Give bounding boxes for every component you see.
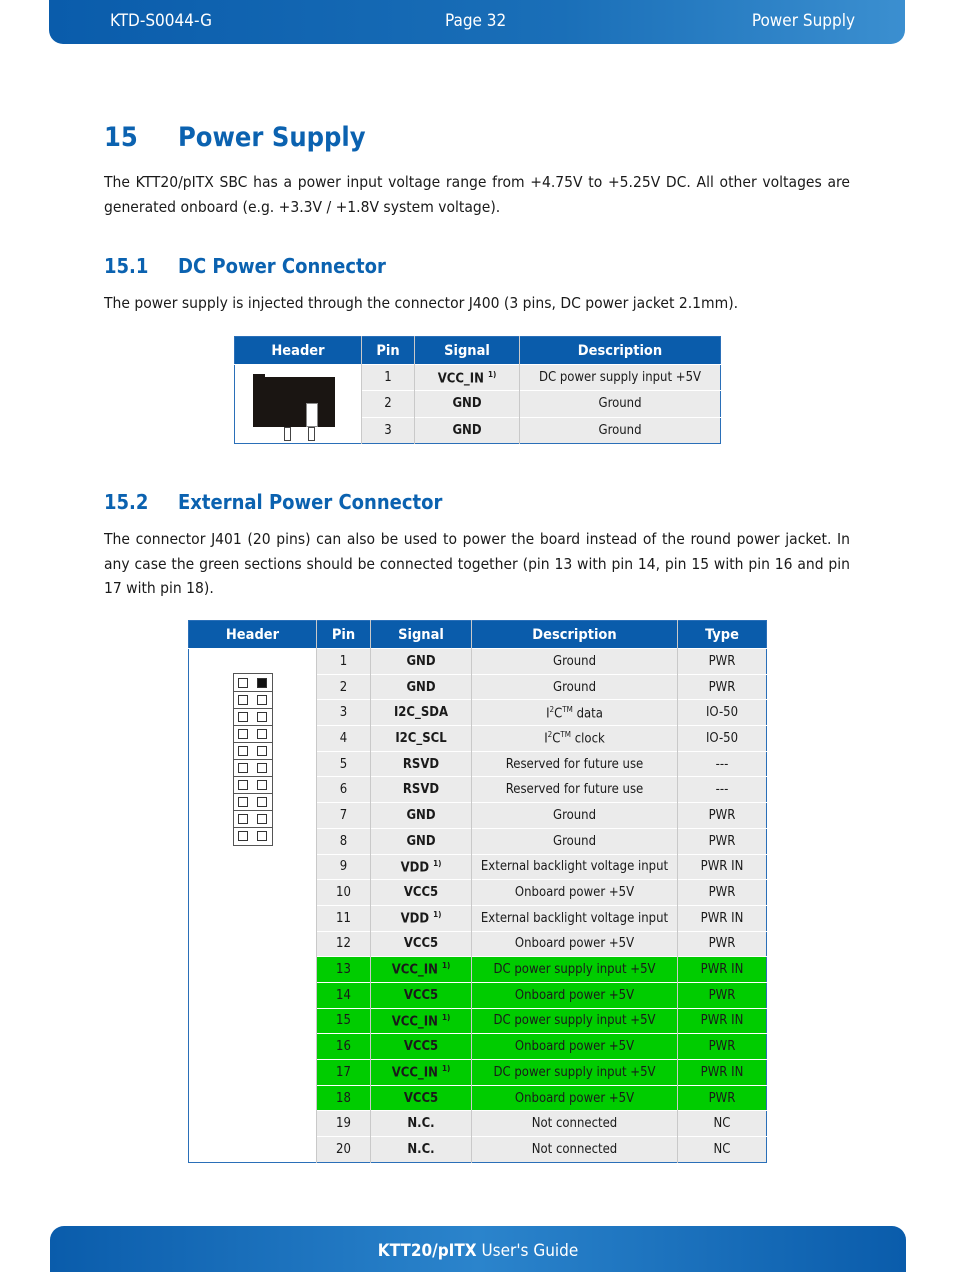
superscript: TM (562, 704, 573, 714)
section-2-heading: 15.2 External Power Connector (104, 490, 443, 514)
description-cell: Ground (472, 828, 678, 854)
table-row (189, 649, 767, 675)
description-cell: Ground (520, 391, 721, 417)
signal-name: VCC_IN (391, 1065, 438, 1081)
table-row (235, 365, 721, 391)
signal-name: GND (452, 396, 482, 412)
type-cell: PWR IN (678, 905, 767, 931)
superscript: TM (560, 730, 572, 740)
signal-cell (371, 982, 472, 1008)
footnote-ref: 1) (441, 961, 451, 971)
page-footer (50, 1226, 906, 1272)
signal-name: VCC5 (403, 936, 439, 952)
signal-cell (371, 1008, 472, 1034)
signal-cell (371, 751, 472, 777)
signal-name: VCC_IN (437, 370, 484, 386)
description-cell: Onboard power +5V (472, 982, 678, 1008)
pin-cell: 8 (317, 828, 371, 854)
pin-cell: 11 (317, 905, 371, 931)
footnote-ref: 1) (441, 1064, 451, 1074)
signal-cell (371, 1085, 472, 1111)
signal-cell (415, 417, 520, 443)
pin-cell: 13 (317, 957, 371, 983)
signal-cell (371, 1111, 472, 1137)
signal-cell (415, 391, 520, 417)
signal-name: VDD (400, 860, 430, 875)
pin-cell: 1 (362, 365, 415, 391)
description-cell: Ground (472, 649, 678, 675)
signal-name: VCC5 (403, 1090, 439, 1106)
page-number: Page 32 (445, 11, 507, 31)
footnote-ref: 1) (433, 858, 442, 868)
col-type: Type (678, 621, 767, 649)
type-cell: PWR (678, 982, 767, 1008)
pin-cell: 6 (317, 777, 371, 803)
pin-cell: 12 (317, 931, 371, 957)
description-cell: Onboard power +5V (472, 880, 678, 906)
pin-cell: 4 (317, 726, 371, 752)
description-cell: Onboard power +5V (472, 1034, 678, 1060)
signal-name: GND (406, 833, 436, 849)
type-cell: IO-50 (678, 726, 767, 752)
col-pin: Pin (317, 621, 371, 649)
type-cell: PWR (678, 1085, 767, 1111)
signal-name: GND (406, 679, 436, 695)
signal-name: GND (406, 653, 436, 669)
signal-cell (415, 365, 520, 391)
pin-cell: 19 (317, 1111, 371, 1137)
signal-name: VCC5 (403, 987, 439, 1003)
signal-cell (371, 649, 472, 675)
type-cell: PWR IN (678, 957, 767, 983)
pin-cell: 17 (317, 1060, 371, 1086)
signal-cell (371, 957, 472, 983)
superscript: 2 (547, 730, 553, 740)
signal-cell (371, 828, 472, 854)
signal-cell (371, 1060, 472, 1086)
pin-cell: 16 (317, 1034, 371, 1060)
type-cell: PWR (678, 674, 767, 700)
description-cell: Ground (520, 417, 721, 443)
type-cell: IO-50 (678, 700, 767, 726)
description-cell: Onboard power +5V (472, 1085, 678, 1111)
doc-id: KTD-S0044-G (110, 11, 212, 31)
footnote-ref: 1) (433, 910, 442, 920)
description-cell: Not connected (472, 1111, 678, 1137)
pin-cell: 9 (317, 854, 371, 880)
type-cell: PWR (678, 880, 767, 906)
pin-cell: 18 (317, 1085, 371, 1111)
signal-cell (371, 674, 472, 700)
pin-cell: 14 (317, 982, 371, 1008)
col-header: Header (189, 621, 317, 649)
description-cell: External backlight voltage input (472, 854, 678, 880)
signal-name: VCC5 (403, 1039, 439, 1055)
dc-power-table (234, 336, 721, 444)
signal-name: I2C_SDA (393, 705, 449, 721)
signal-cell (371, 1034, 472, 1060)
signal-cell (371, 931, 472, 957)
description-cell: $I^2C™$ clock (472, 726, 678, 752)
guide-label: User's Guide (476, 1241, 579, 1261)
section-1-heading: 15.1 DC Power Connector (104, 254, 386, 278)
pin-header-icon (233, 673, 273, 846)
type-cell: PWR IN (678, 854, 767, 880)
description-cell: Ground (472, 803, 678, 829)
signal-name: VCC_IN (391, 1014, 438, 1030)
signal-cell (371, 880, 472, 906)
signal-name: N.C. (407, 1116, 435, 1132)
signal-name: I2C_SCL (395, 730, 447, 746)
col-description: Description (520, 337, 721, 365)
signal-cell (371, 854, 472, 880)
signal-cell (371, 1137, 472, 1163)
chapter-heading: 15 Power Supply (104, 122, 366, 153)
signal-name: GND (406, 807, 436, 823)
signal-name: VCC5 (403, 885, 439, 901)
col-header: Header (235, 337, 362, 365)
type-cell: PWR IN (678, 1060, 767, 1086)
signal-cell (371, 726, 472, 752)
description-cell: $I^2C™$ data (472, 700, 678, 726)
description-cell: Reserved for future use (472, 751, 678, 777)
col-pin: Pin (362, 337, 415, 365)
signal-name: RSVD (402, 782, 440, 798)
pin-cell: 2 (317, 674, 371, 700)
type-cell: PWR (678, 1034, 767, 1060)
type-cell: PWR (678, 803, 767, 829)
signal-name: VDD (400, 911, 430, 927)
pin-cell: 3 (362, 417, 415, 443)
footnote-ref: 1) (441, 1012, 451, 1022)
chapter-intro: The KTT20/pITX SBC has a power input voltage range from +4.75V to +5.25V DC. All other voltages are generated onboard (e.g. +3.3V / +1.8V system voltage). (104, 173, 850, 216)
description-cell: Onboard power +5V (472, 931, 678, 957)
pin-cell: 5 (317, 751, 371, 777)
col-signal: Signal (371, 621, 472, 649)
signal-name: GND (452, 422, 482, 438)
pin-cell: 2 (362, 391, 415, 417)
signal-name: VCC_IN (391, 962, 438, 978)
type-cell: --- (678, 777, 767, 803)
description-cell: DC power supply input +5V (472, 957, 678, 983)
signal-cell (371, 777, 472, 803)
col-description: Description (472, 621, 678, 649)
description-cell: Reserved for future use (472, 777, 678, 803)
page-header (49, 0, 905, 44)
description-cell: DC power supply input +5V (472, 1060, 678, 1086)
section-name: Power Supply (751, 11, 855, 31)
pin-cell: 10 (317, 880, 371, 906)
type-cell: --- (678, 751, 767, 777)
pin-cell: 1 (317, 649, 371, 675)
dc-jack-image (235, 365, 362, 444)
description-cell: DC power supply input +5V (472, 1008, 678, 1034)
description-cell: Ground (472, 674, 678, 700)
dc-jack-icon (235, 365, 361, 443)
section-1-text: The power supply is injected through the connector J400 (3 pins, DC power jacket 2.1mm). (104, 294, 739, 312)
connector-image (189, 649, 317, 1163)
description-cell: Not connected (472, 1137, 678, 1163)
signal-name: RSVD (402, 756, 440, 772)
pin-cell: 15 (317, 1008, 371, 1034)
pin-cell: 3 (317, 700, 371, 726)
pin-cell: 7 (317, 803, 371, 829)
signal-name: N.C. (407, 1141, 435, 1157)
footnote-ref: 1) (487, 369, 497, 379)
type-cell: PWR (678, 828, 767, 854)
signal-cell (371, 803, 472, 829)
signal-cell (371, 700, 472, 726)
description-cell: DC power supply input +5V (520, 365, 721, 391)
section-2-text: The connector J401 (20 pins) can also be used to power the board instead of the round power jacket. In any case the green sections should be connected together (pin 13 with pin 14, pin 15 with pin 16 and pin 17 with pin 18). (104, 530, 850, 597)
description-cell: External backlight voltage input (472, 905, 678, 931)
type-cell: NC (678, 1111, 767, 1137)
signal-cell (371, 905, 472, 931)
pin-cell: 20 (317, 1137, 371, 1163)
type-cell: PWR (678, 931, 767, 957)
type-cell: PWR IN (678, 1008, 767, 1034)
type-cell: NC (678, 1137, 767, 1163)
col-signal: Signal (415, 337, 520, 365)
type-cell: PWR (678, 649, 767, 675)
superscript: 2 (549, 704, 555, 714)
product-name: KTT20/pITX (377, 1241, 477, 1261)
external-power-table (188, 620, 767, 1163)
